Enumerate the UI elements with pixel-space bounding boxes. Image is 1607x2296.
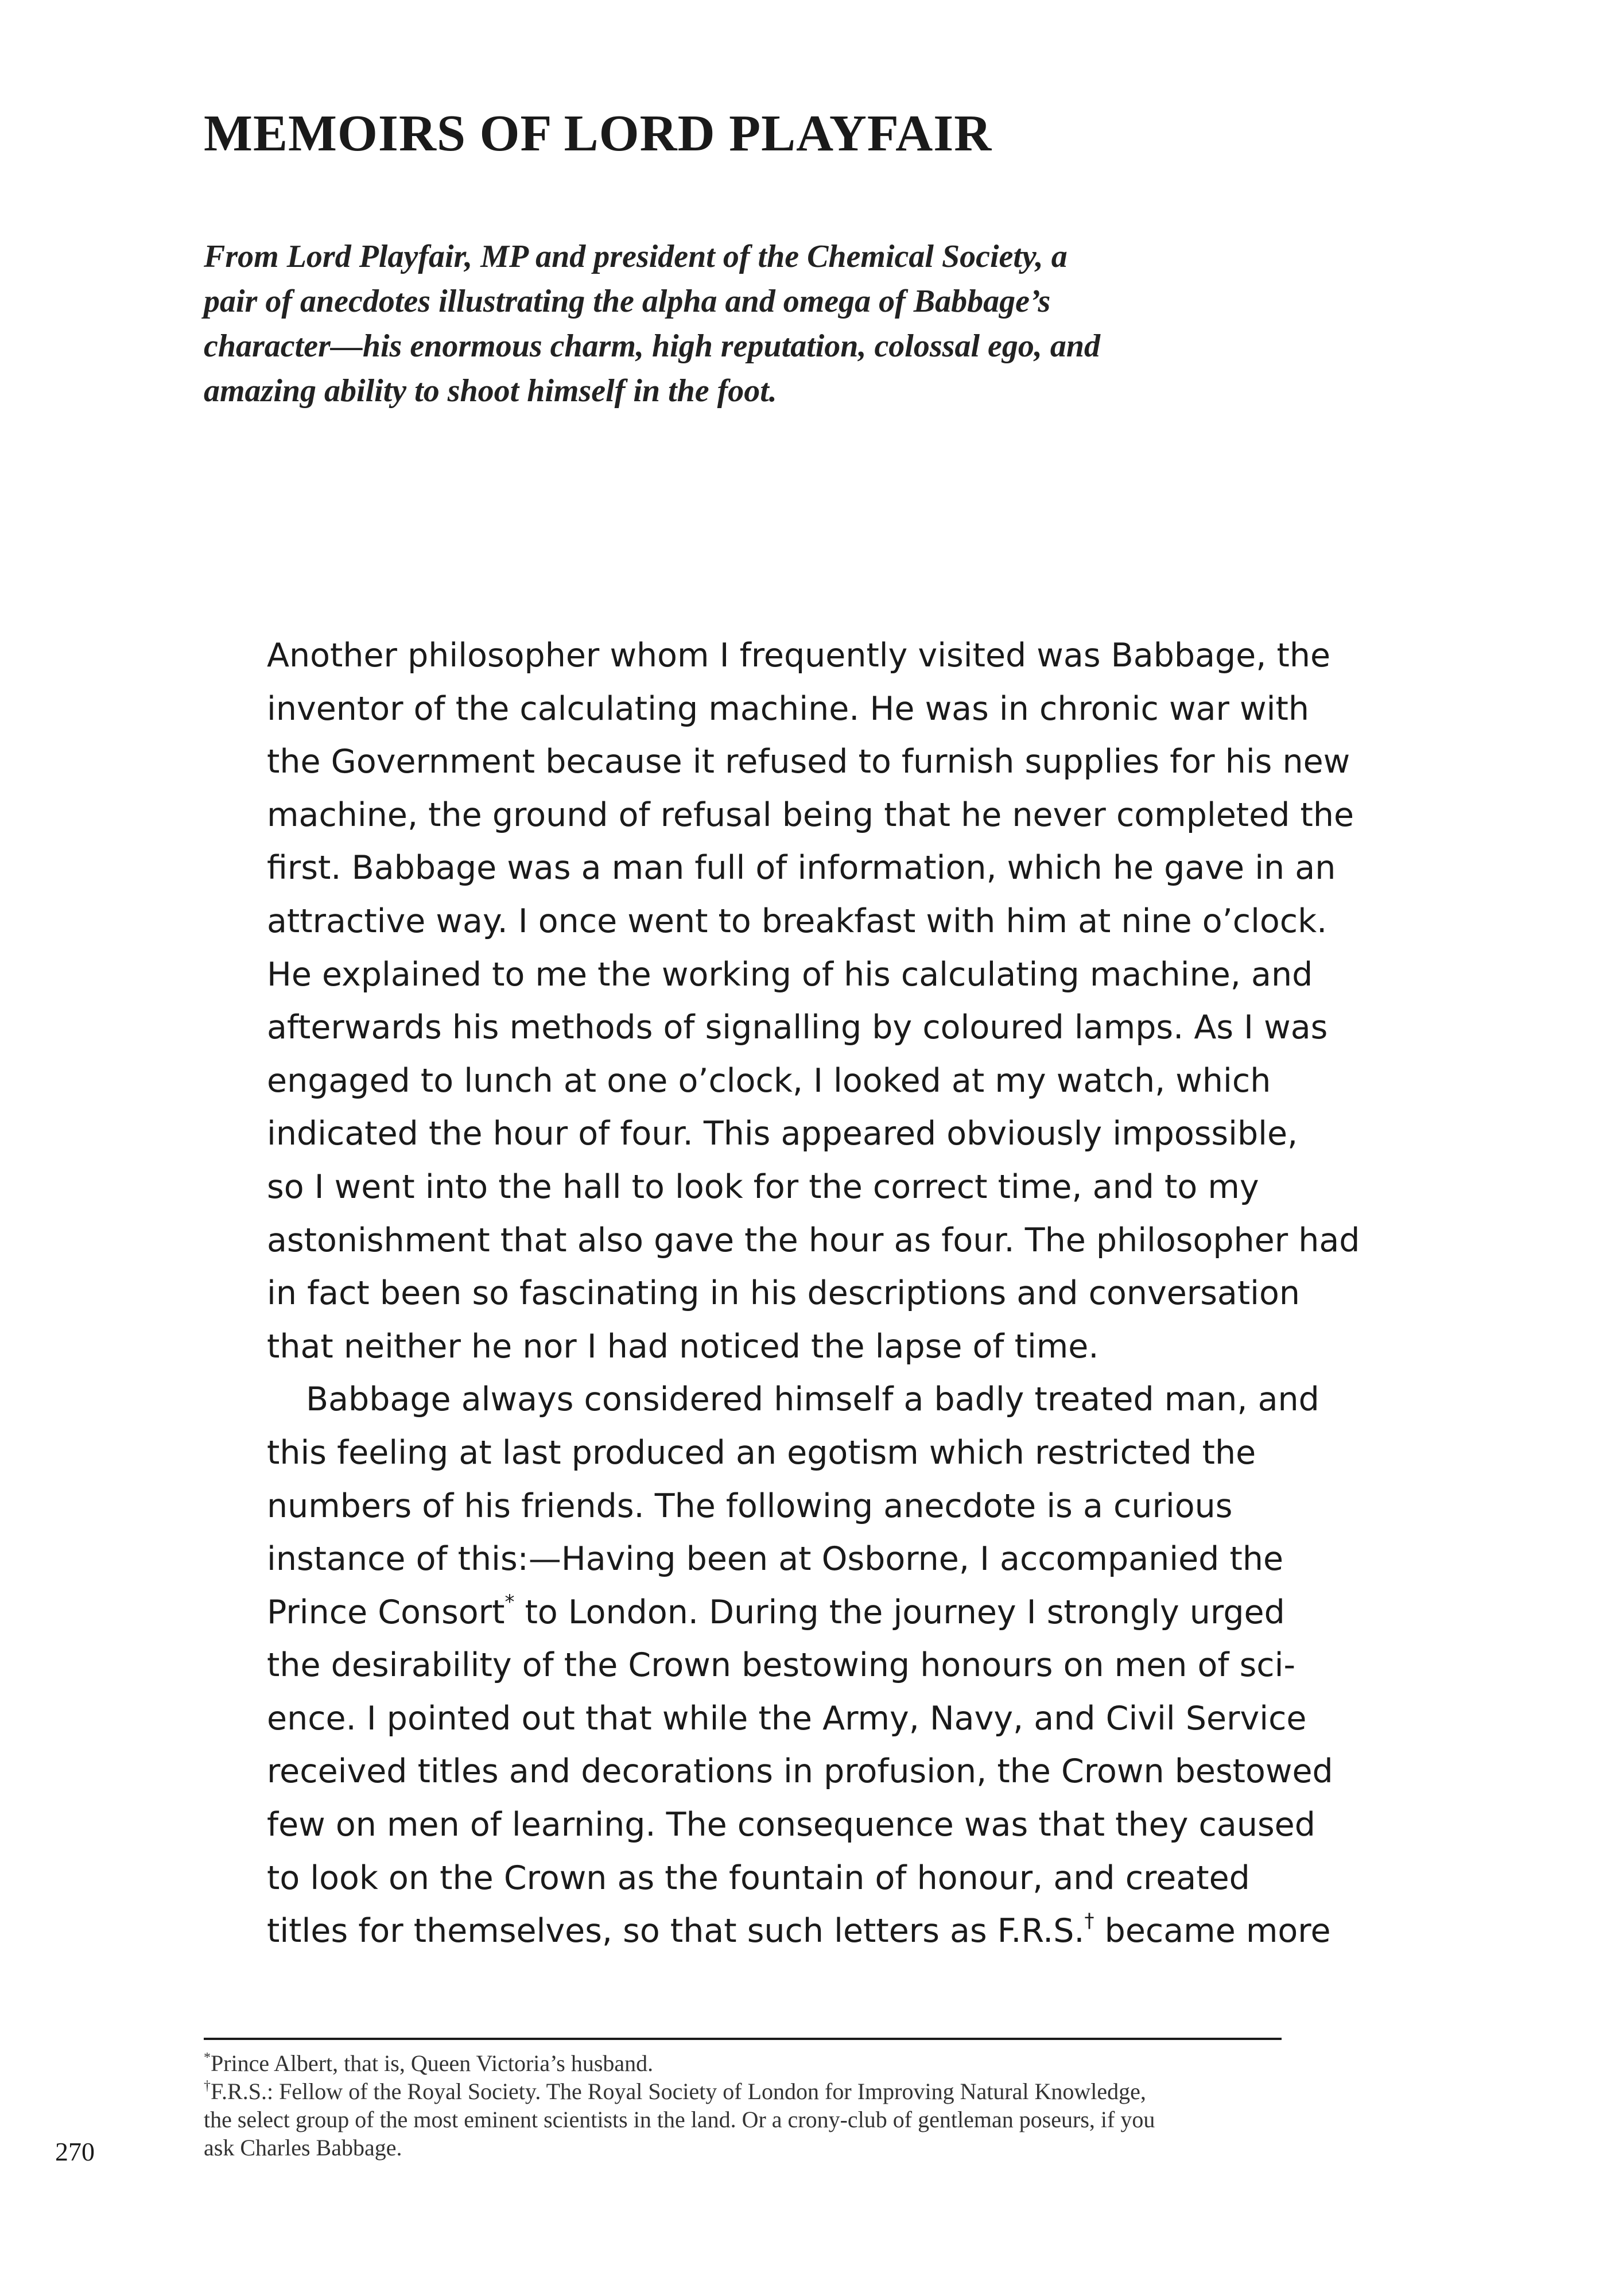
intro-line: character—his enormous charm, high reputation, colossal ego, and — [204, 328, 1101, 364]
body-line: numbers of his friends. The following anecdote is a curious — [267, 1487, 1233, 1525]
body-line: the desirability of the Crown bestowing honours on men of sci- — [267, 1646, 1296, 1685]
body-line: instance of this:—Having been at Osborne, I accompanied the — [267, 1540, 1284, 1578]
body-line: inventor of the calculating machine. He was in chronic war with — [267, 689, 1309, 728]
footnote-frs — [204, 2077, 1415, 2105]
body-line: astonishment that also gave the hour as four. The philosopher had — [267, 1221, 1360, 1259]
intro-line: amazing ability to shoot himself in the foot. — [204, 373, 777, 409]
footnote-text: Prince Albert, that is, Queen Victoria’s husband. — [211, 2050, 654, 2076]
body-line: indicated the hour of four. This appeared obviously impossible, — [267, 1115, 1298, 1153]
body-line: ence. I pointed out that while the Army, Navy, and Civil Service — [267, 1699, 1307, 1737]
footnote-mark: † — [204, 2078, 211, 2093]
footnote-frs-continued: ask Charles Babbage. — [204, 2135, 402, 2161]
body-line: so I went into the hall to look for the correct time, and to my — [267, 1168, 1259, 1206]
page-title: MEMOIRS OF LORD PLAYFAIR — [204, 105, 992, 162]
footnote-text: F.R.S.: Fellow of the Royal Society. The Royal Society of London for Improving Natural Knowledge, — [211, 2078, 1146, 2104]
body-line: received titles and decorations in profusion, the Crown bestowed — [267, 1752, 1333, 1791]
body-line: engaged to lunch at one o’clock, I looked at my watch, which — [267, 1061, 1271, 1100]
footnote-reference-dagger[interactable]: † — [1084, 1909, 1094, 1933]
body-line: He explained to me the working of his calculating machine, and — [267, 955, 1313, 994]
body-line: afterwards his methods of signalling by coloured lamps. As I was — [267, 1009, 1328, 1047]
body-line — [267, 1586, 1392, 1639]
footnote-frs-continued: the select group of the most eminent scientists in the land. Or a crony-club of gentleman poseurs, if you — [204, 2107, 1155, 2132]
footnotes — [204, 2049, 1415, 2162]
body-line: machine, the ground of refusal being that he never completed the — [267, 796, 1354, 834]
body-line: this feeling at last produced an egotism which restricted the — [267, 1433, 1256, 1472]
footnote-reference-asterisk[interactable]: * — [504, 1590, 515, 1614]
body-segment: became more — [1094, 1912, 1331, 1950]
body-line: Another philosopher whom I frequently visited was Babbage, the — [267, 637, 1331, 674]
body-text — [267, 629, 1392, 1958]
body-line: to look on the Crown as the fountain of honour, and created — [267, 1859, 1250, 1897]
footnote-mark: * — [204, 2050, 211, 2065]
body-segment: Prince Consort — [267, 1593, 505, 1631]
footnote-divider — [204, 2038, 1282, 2040]
body-line — [267, 1905, 1392, 1958]
body-line: attractive way. I once went to breakfast with him at nine o’clock. — [267, 902, 1327, 940]
body-line: few on men of learning. The consequence was that they caused — [267, 1806, 1315, 1844]
body-line: that neither he nor I had noticed the lapse of time. — [267, 1327, 1099, 1366]
page-number: 270 — [55, 2137, 95, 2166]
body-segment: to London. During the journey I strongly urged — [514, 1593, 1285, 1631]
body-line: Babbage always considered himself a badly treated man, and — [306, 1380, 1319, 1419]
body-line: in fact been so fascinating in his descriptions and conversation — [267, 1274, 1301, 1313]
intro-line: pair of anecdotes illustrating the alpha and omega of Babbage’s — [204, 284, 1051, 319]
footnote-prince-albert — [204, 2049, 1415, 2077]
body-segment: titles for themselves, so that such letters as F.R.S. — [267, 1912, 1085, 1950]
intro-line: From Lord Playfair, MP and president of the Chemical Society, a — [204, 239, 1068, 274]
body-line: first. Babbage was a man full of information, which he gave in an — [267, 849, 1336, 887]
intro-paragraph — [204, 234, 1426, 413]
body-line: the Government because it refused to furnish supplies for his new — [267, 743, 1350, 781]
